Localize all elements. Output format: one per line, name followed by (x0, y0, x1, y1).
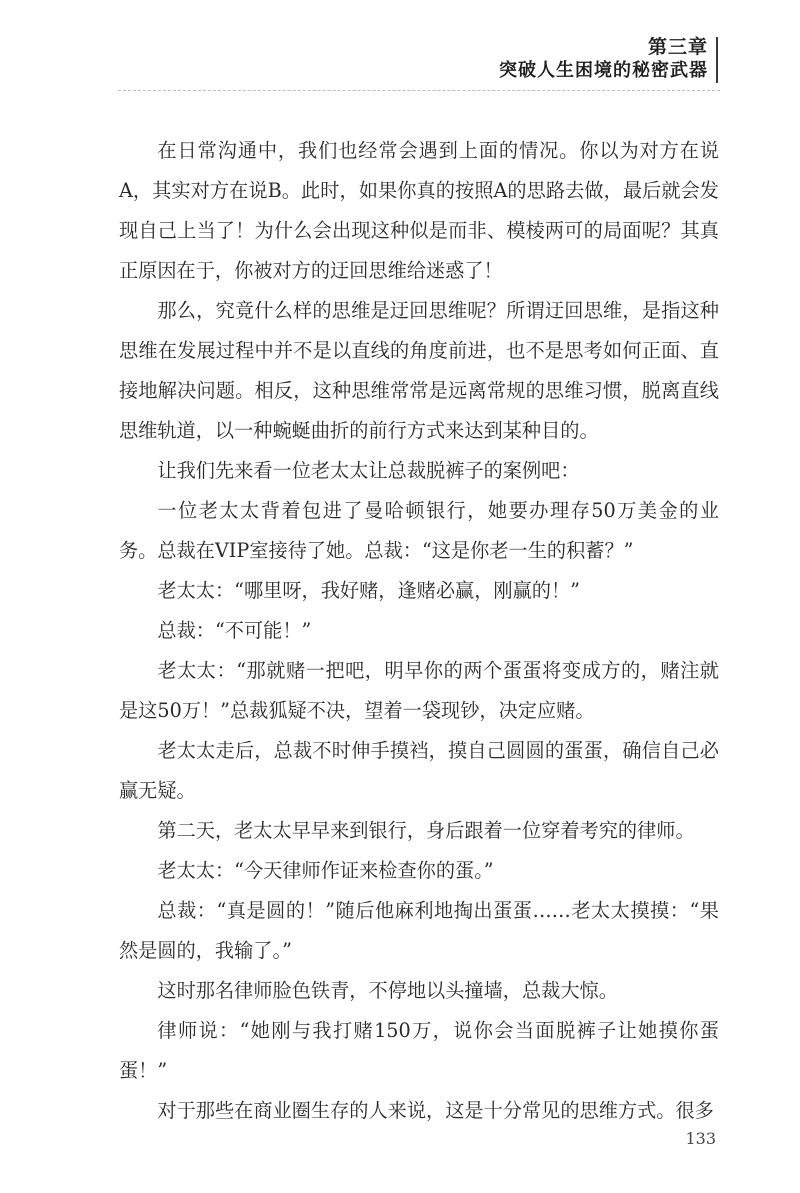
paragraph-4: 一位老太太背着包进了曼哈顿银行，她要办理存50万美金的业务。总裁在VIP室接待了她。总裁：“这是你老一生的积蓄？” (119, 499, 719, 562)
paragraph-7: 老太太：“那就赌一把吧，明早你的两个蛋蛋将变成方的，赌注就是这50万！”总裁狐疑不决，望着一袋现钞，决定应赌。 (119, 659, 719, 722)
paragraph-13: 律师说：“她刚与我打赌150万，说你会当面脱裤子让她摸你蛋蛋！” (119, 1019, 719, 1082)
paragraph-6: 总裁：“不可能！” (157, 619, 312, 642)
page-number: 133 (685, 1129, 716, 1148)
paragraph-11: 总裁：“真是圆的！”随后他麻利地掏出蛋蛋……老太太摸摸：“果然是圆的，我输了。” (119, 899, 719, 962)
paragraph-9: 第二天，老太太早早来到银行，身后跟着一位穿着考究的律师。 (157, 819, 695, 842)
paragraph-12: 这时那名律师脸色铁青，不停地以头撞墙，总裁大惊。 (157, 979, 618, 1002)
paragraph-8: 老太太走后，总裁不时伸手摸裆，摸自己圆圆的蛋蛋，确信自己必赢无疑。 (119, 739, 719, 802)
paragraph-1: 在日常沟通中，我们也经常会遇到上面的情况。你以为对方在说A，其实对方在说B。此时，如果你真的按照A的思路去做，最后就会发现自己上当了！为什么会出现这种似是而非、模棱两可的局面呢？其真正原因在于，你被对方的迂回思维给迷惑了！ (119, 139, 719, 282)
paragraph-2: 那么，究竟什么样的思维是迂回思维呢？所谓迂回思维，是指这种思维在发展过程中并不是以直线的角度前进，也不是思考如何正面、直接地解决问题。相反，这种思维常常是远离常规的思维习惯，脱离直线思维轨道，以一种蜿蜒曲折的前行方式来达到某种目的。 (119, 299, 719, 442)
chapter-header (499, 36, 708, 82)
header-divider (118, 90, 720, 91)
chapter-subtitle: 突破人生困境的秘密武器 (499, 59, 708, 81)
paragraph-5: 老太太：“哪里呀，我好赌，逢赌必赢，刚赢的！” (157, 579, 580, 602)
header-vertical-bar (716, 37, 718, 83)
paragraph-10: 老太太：“今天律师作证来检查你的蛋。” (157, 859, 494, 882)
paragraph-14: 对于那些在商业圈生存的人来说，这是十分常见的思维方式。很多 (157, 1099, 714, 1122)
page-body (119, 131, 719, 1131)
chapter-title: 第三章 (647, 36, 708, 58)
paragraph-3: 让我们先来看一位老太太让总裁脱裤子的案例吧： (157, 459, 580, 482)
